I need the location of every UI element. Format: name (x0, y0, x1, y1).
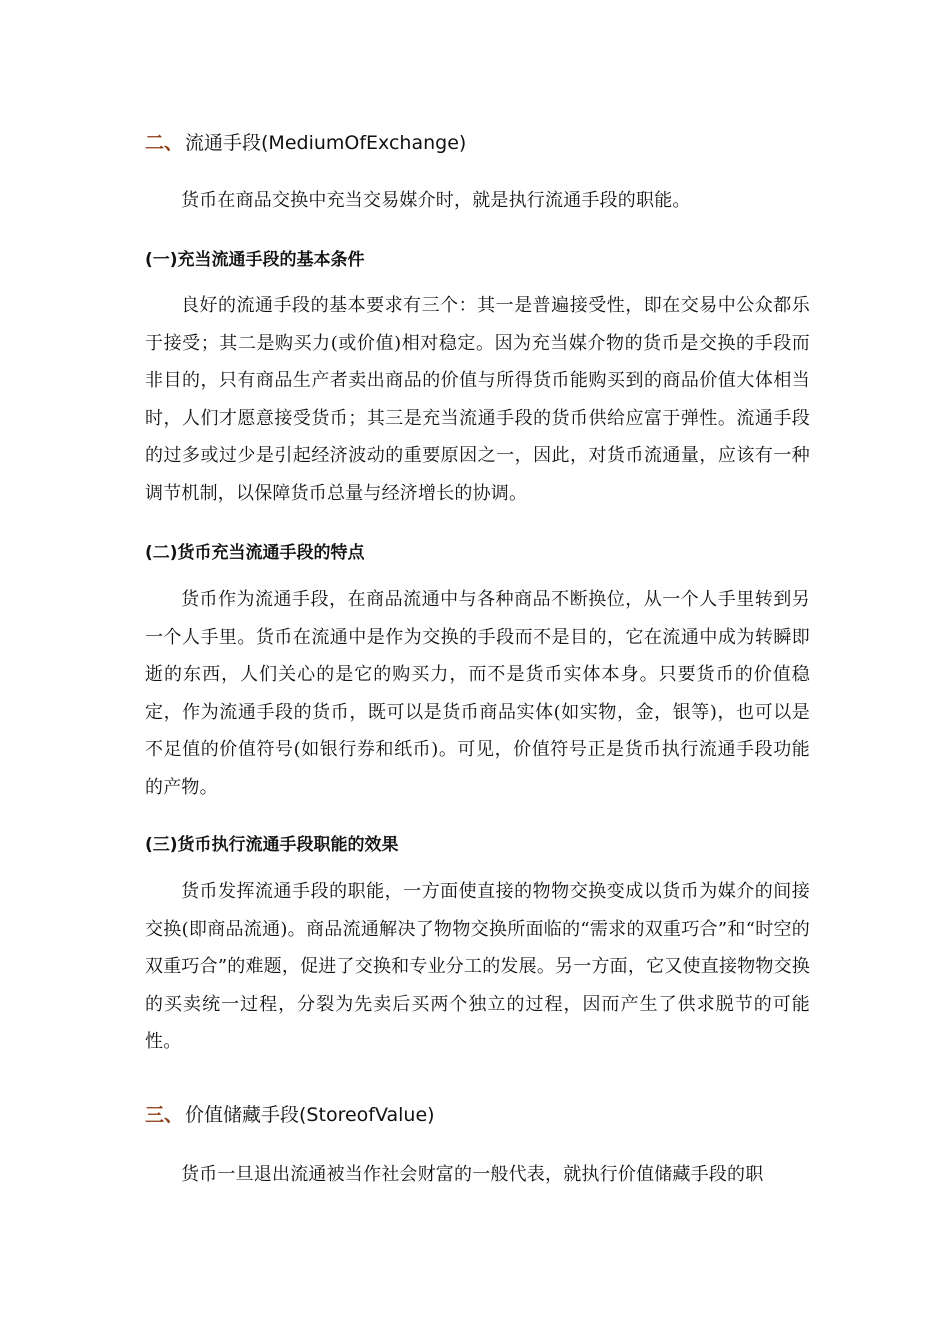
section-2-title: 流通手段(MediumOfExchange) (185, 132, 467, 154)
section-3-title: 价值储藏手段(StoreofValue) (185, 1104, 435, 1126)
subsection-3-paragraph: 货币发挥流通手段的职能，一方面使直接的物物交换变成以货币为媒介的间接交换(即商品流通)。商品流通解决了物物交换所面临的“需求的双重巧合”和“时空的双重巧合”的难题，促进了交换和专业分工的发展。另一方面，它又使直接物物交换的买卖统一过程，分裂为先卖后买两个独立的过程，因而产生了供求脱节的可能性。 (145, 881, 810, 1052)
section-2-number: 二、 (145, 132, 184, 154)
section-3-intro: 货币一旦退出流通被当作社会财富的一般代表，就执行价值储藏手段的职 (181, 1164, 764, 1185)
subsection-2-heading: (二)货币充当流通手段的特点 (145, 543, 365, 563)
subsection-2-paragraph: 货币作为流通手段，在商品流通中与各种商品不断换位，从一个人手里转到另一个人手里。货币在流通中是作为交换的手段而不是目的，它在流通中成为转瞬即逝的东西，人们关心的是它的购买力，而不是货币实体本身。只要货币的价值稳定，作为流通手段的货币，既可以是货币商品实体(如实物，金，银等)，也可以是不足值的价值符号(如银行券和纸币)。可见，价值符号正是货币执行流通手段功能的产物。 (145, 589, 810, 798)
subsection-1-heading: (一)充当流通手段的基本条件 (145, 250, 365, 270)
subsection-1-paragraph: 良好的流通手段的基本要求有三个：其一是普遍接受性，即在交易中公众都乐于接受；其二是购买力(或价值)相对稳定。因为充当媒介物的货币是交换的手段而非目的，只有商品生产者卖出商品的价值与所得货币能购买到的商品价值大体相当时，人们才愿意接受货币；其三是充当流通手段的货币供给应富于弹性。流通手段的过多或过少是引起经济波动的重要原因之一，因此，对货币流通量，应该有一种调节机制，以保障货币总量与经济增长的协调。 (145, 295, 810, 504)
subsection-3-heading: (三)货币执行流通手段职能的效果 (145, 835, 399, 855)
section-3-heading (145, 1102, 810, 1128)
section-2-heading (145, 130, 810, 156)
section-3-number: 三、 (145, 1104, 184, 1126)
section-2-intro: 货币在商品交换中充当交易媒介时，就是执行流通手段的职能。 (181, 190, 691, 211)
